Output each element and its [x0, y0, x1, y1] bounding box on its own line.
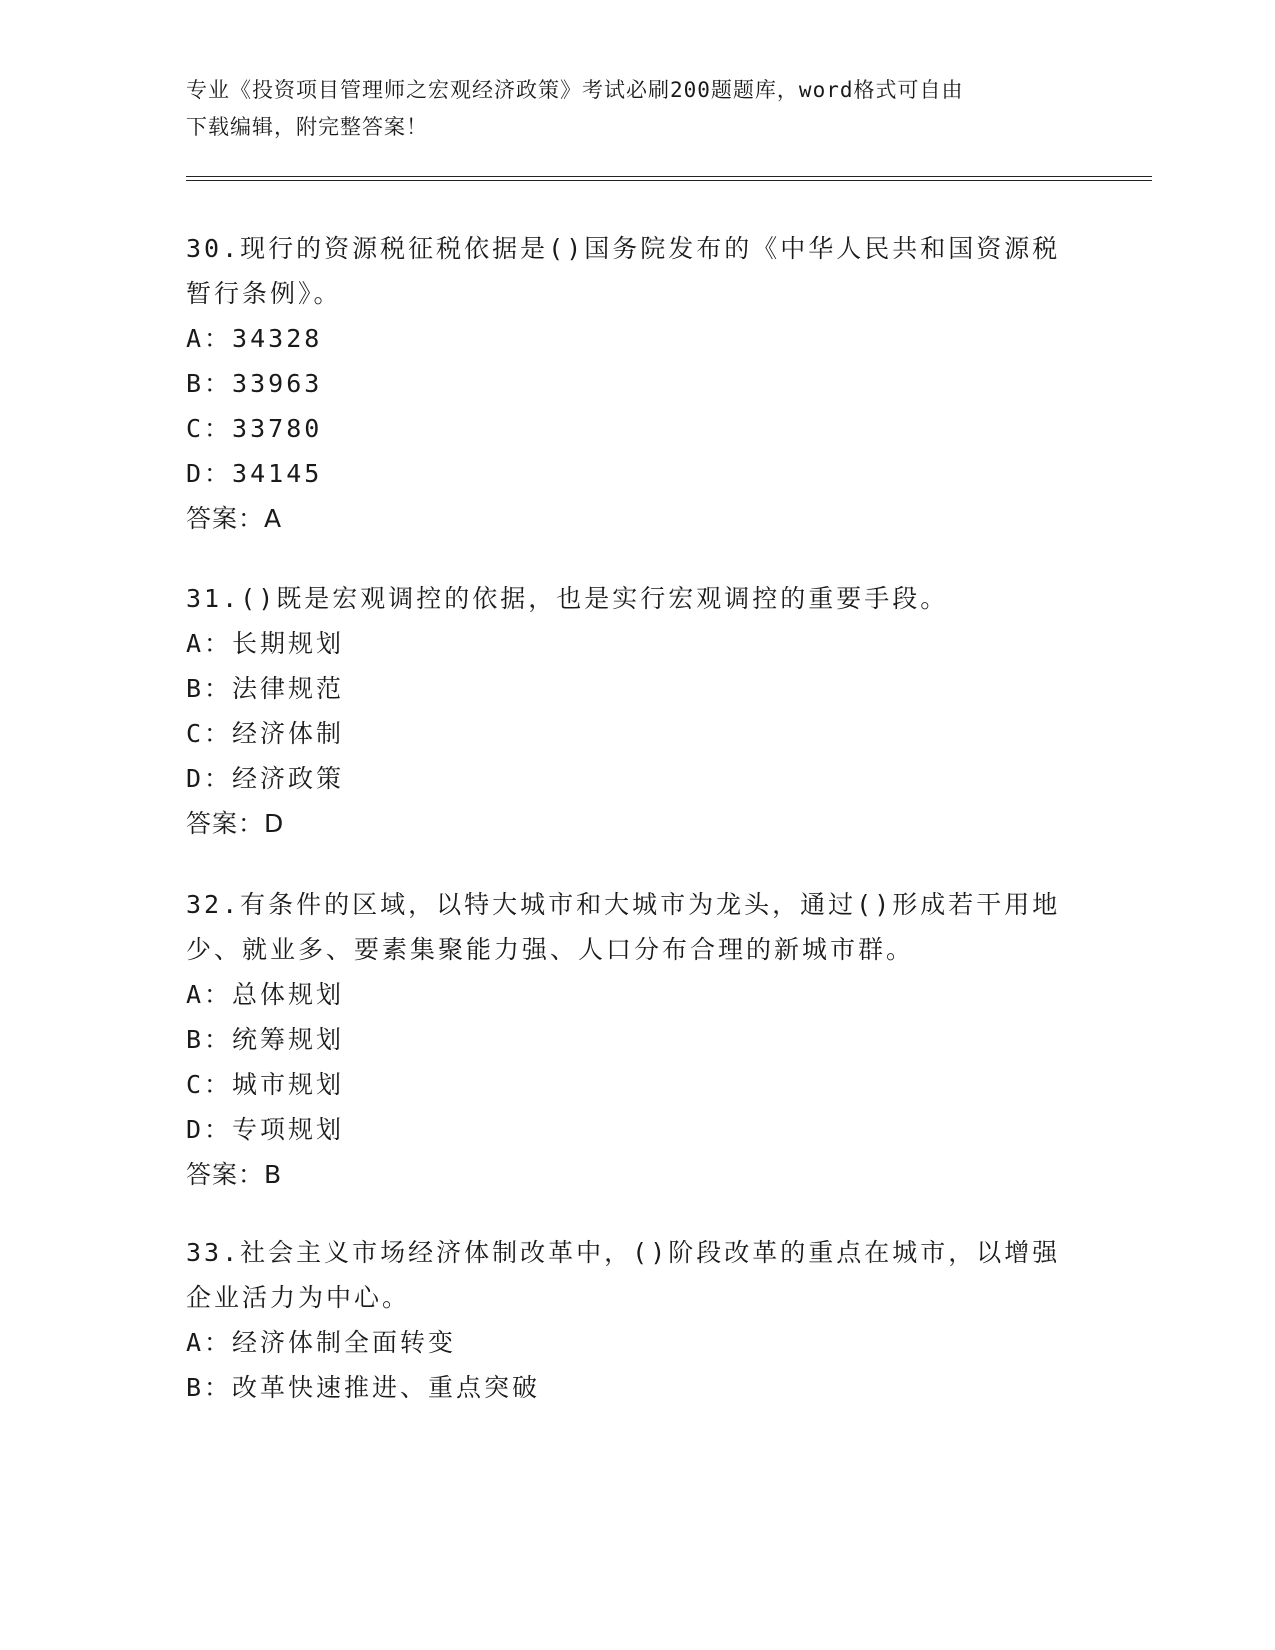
option-b: B：法律规范 [186, 674, 345, 703]
question-32 [186, 882, 1086, 1197]
option-d: D：34145 [186, 459, 323, 488]
option-b: B：33963 [186, 369, 323, 398]
option-a: A：总体规划 [186, 980, 345, 1009]
question-33 [186, 1230, 1086, 1410]
option-a: A：34328 [186, 324, 323, 353]
option-a: A：长期规划 [186, 629, 345, 658]
question-stem: 30.现行的资源税征税依据是()国务院发布的《中华人民共和国资源税暂行条例》。 [186, 234, 1061, 308]
header-line-1: 专业《投资项目管理师之宏观经济政策》考试必刷200题题库，word格式可自由 [186, 78, 964, 102]
question-30 [186, 226, 1086, 541]
header-divider [186, 176, 1152, 181]
answer: 答案：B [186, 1160, 283, 1189]
header-line-2: 下载编辑，附完整答案！ [186, 115, 428, 139]
question-31 [186, 576, 1086, 846]
option-c: C：33780 [186, 414, 323, 443]
option-b: B：改革快速推进、重点突破 [186, 1373, 541, 1402]
option-d: D：经济政策 [186, 764, 345, 793]
answer: 答案：D [186, 809, 285, 838]
option-c: C：城市规划 [186, 1070, 345, 1099]
option-d: D：专项规划 [186, 1115, 345, 1144]
option-c: C：经济体制 [186, 719, 345, 748]
question-stem: 32.有条件的区域，以特大城市和大城市为龙头，通过()形成若干用地少、就业多、要素集聚能力强、人口分布合理的新城市群。 [186, 890, 1061, 964]
question-stem: 33.社会主义市场经济体制改革中，()阶段改革的重点在城市，以增强企业活力为中心。 [186, 1238, 1061, 1312]
answer: 答案：A [186, 504, 283, 533]
option-b: B：统筹规划 [186, 1025, 345, 1054]
question-stem: 31.()既是宏观调控的依据，也是实行宏观调控的重要手段。 [186, 584, 949, 613]
document-header [186, 72, 1046, 146]
option-a: A：经济体制全面转变 [186, 1328, 457, 1357]
